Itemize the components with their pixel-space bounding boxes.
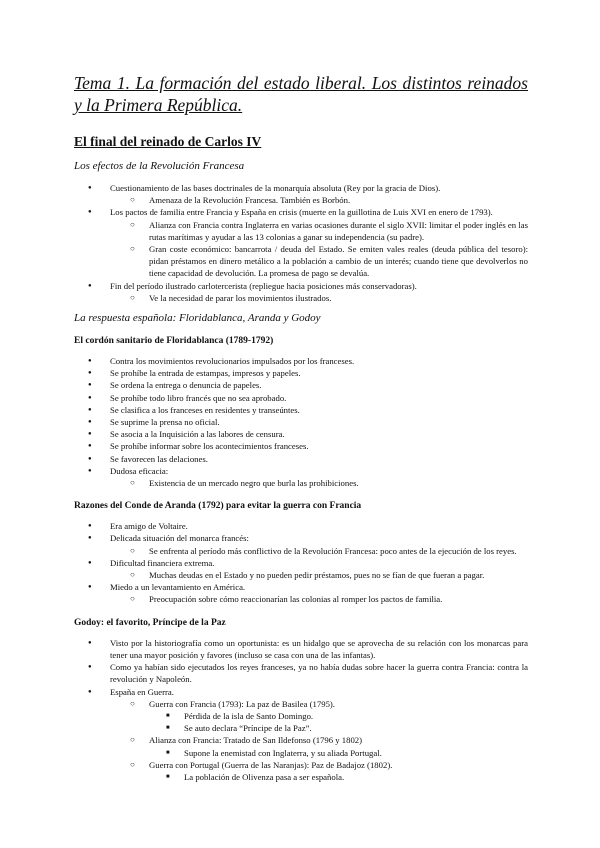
list-item: ■ Supone la enemistad con Inglaterra, y su aliada Portugal. [74,747,528,759]
list-item: ● Miedo a un levantamiento en América. [74,581,528,593]
list-item: ○ Alianza con Francia: Tratado de San Ildefonso (1796 y 1802) [74,734,528,746]
list-item: ● Era amigo de Voltaire. [74,520,528,532]
subhead-aranda: Razones del Conde de Aranda (1792) para evitar la guerra con Francia [74,501,362,512]
list-item: ○ Existencia de un mercado negro que burla las prohibiciones. [74,477,528,489]
bullet-list-floridablanca [74,355,528,489]
list-item: ● Cuestionamiento de las bases doctrinales de la monarquía absoluta (Rey por la gracia de Dios). [74,182,528,194]
list-item: ○ Alianza con Francia contra Inglaterra en varias ocasiones durante el siglo XVII: limitar el poder inglés en las rutas marítimas y ayudar a las 13 colonias a ganar su independencia (su padre). [74,219,528,243]
list-item: ● Se prohíbe la entrada de estampas, impresos y papeles. [74,367,528,379]
list-item: ● Delicada situación del monarca francés: [74,532,528,544]
list-item: ○ Amenaza de la Revolución Francesa. También es Borbón. [74,194,528,206]
list-item: ● Dudosa eficacia: [74,465,528,477]
list-item: ○ Guerra con Francia (1793): La paz de Basilea (1795). [74,698,528,710]
list-item: ■ Se auto declara “Príncipe de la Paz”. [74,722,528,734]
list-item: ■ La población de Olivenza pasa a ser española. [74,771,528,783]
bullet-list-godoy [74,637,528,783]
subhead-floridablanca: El cordón sanitario de Floridablanca (1789-1792) [74,336,274,347]
subsection-heading-revolution: Los efectos de la Revolución Francesa [74,160,245,172]
list-item: ○ Guerra con Portugal (Guerra de las Naranjas): Paz de Badajoz (1802). [74,759,528,771]
list-item: ● Visto por la historiografía como un oportunista: es un hidalgo que se aprovecha de su relación con los monarcas para tener una mayor posición y favores (incluso se casa con una de las infantas). [74,637,528,661]
list-item: ■ Pérdida de la isla de Santo Domingo. [74,710,528,722]
list-item: ● Fin del período ilustrado carlotercerista (repliegue hacia posiciones más conservadoras). [74,280,528,292]
list-item: ● Se favorecen las delaciones. [74,453,528,465]
list-item: ● Se asocia a la Inquisición a las labores de censura. [74,428,528,440]
document-title: Tema 1. La formación del estado liberal. Los distintos reinados y la Primera República. [74,73,528,115]
list-item: ● España en Guerra. [74,686,528,698]
list-item: ● Los pactos de familia entre Francia y España en crisis (muerte en la guillotina de Luis XVI en enero de 1793). [74,206,528,218]
list-item: ○ Ve la necesidad de parar los movimientos ilustrados. [74,292,528,304]
subsection-heading-response: La respuesta española: Floridablanca, Aranda y Godoy [74,312,321,325]
list-item: ● Contra los movimientos revolucionarios impulsados por los franceses. [74,355,528,367]
list-item: ● Como ya habían sido ejecutados los reyes franceses, ya no había dudas sobre hacer la guerra contra Francia: contra la revolución y Napoleón. [74,661,528,685]
subhead-godoy: Godoy: el favorito, Príncipe de la Paz [74,617,226,628]
bullet-list-aranda [74,520,528,605]
list-item: ● Dificultad financiera extrema. [74,557,528,569]
list-item: ○ Muchas deudas en el Estado y no pueden pedir préstamos, pues no se fían de que fueran a pagar. [74,569,528,581]
list-item: ● Se clasifica a los franceses en residentes y transeúntes. [74,404,528,416]
list-item: ● Se suprime la prensa no oficial. [74,416,528,428]
section-heading: El final del reinado de Carlos IV [74,134,262,149]
list-item: ○ Se enfrenta al período más conflictivo de la Revolución Francesa: poco antes de la ejecución de los reyes. [74,545,528,557]
list-item: ○ Preocupación sobre cómo reaccionarían las colonias al romper los pactos de familia. [74,593,528,605]
list-item: ● Se prohíbe todo libro francés que no sea aprobado. [74,392,528,404]
list-item: ● Se prohíbe informar sobre los acontecimientos franceses. [74,440,528,452]
list-item: ○ Gran coste económico: bancarrota / deuda del Estado. Se emiten vales reales (deuda pública del tesoro): pidan préstamos en dinero metálico a la población a cambio de un interés; cuando tiene que devolverlos no tiene capacidad de devolución. La promesa de pago se devalúa. [74,243,528,280]
list-item: ● Se ordena la entrega o denuncia de papeles. [74,379,528,391]
bullet-list-revolution [74,182,528,304]
